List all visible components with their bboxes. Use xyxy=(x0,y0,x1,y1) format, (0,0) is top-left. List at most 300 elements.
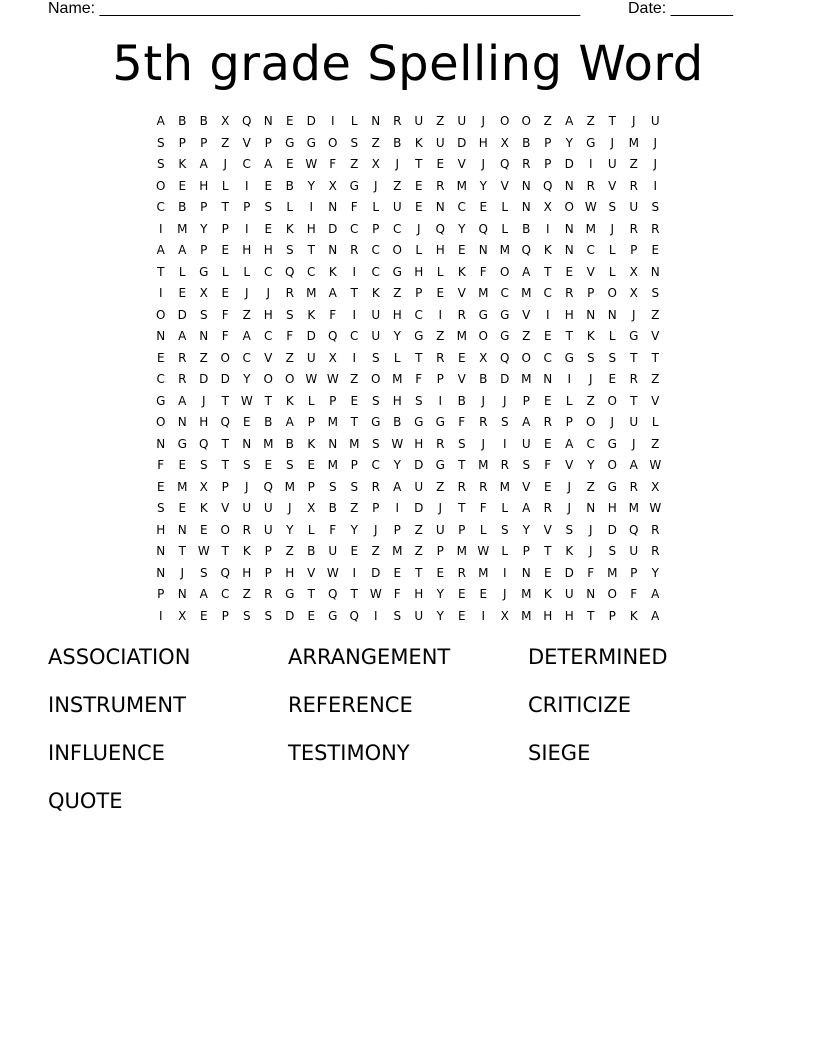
grid-letter: A xyxy=(178,243,187,257)
grid-letter: U xyxy=(414,479,424,494)
grid-letter: B xyxy=(522,135,531,150)
grid-letter: T xyxy=(544,264,552,279)
grid-letter: S xyxy=(371,393,380,408)
grid-letter: E xyxy=(242,415,251,429)
grid-letter: M xyxy=(521,587,532,601)
grid-letter: H xyxy=(263,243,273,257)
grid-letter: L xyxy=(178,264,186,279)
grid-letter: U xyxy=(242,501,252,515)
grid-letter: V xyxy=(651,393,660,408)
grid-letter: K xyxy=(543,243,552,257)
grid-letter: N xyxy=(328,243,338,257)
grid-letter: C xyxy=(371,458,380,472)
grid-row xyxy=(150,541,668,563)
header-line xyxy=(48,0,748,20)
grid-letter: H xyxy=(242,243,252,257)
grid-letter: B xyxy=(393,135,402,150)
grid-letter: L xyxy=(350,114,358,128)
grid-letter: W xyxy=(326,565,339,580)
grid-letter: M xyxy=(499,479,510,494)
grid-letter: G xyxy=(285,135,295,150)
grid-letter: S xyxy=(156,157,165,171)
grid-letter: R xyxy=(629,221,638,236)
grid-letter: M xyxy=(263,436,274,451)
grid-letter: T xyxy=(350,286,358,300)
grid-letter: X xyxy=(328,350,337,365)
grid-letter: Q xyxy=(521,243,531,257)
grid-letter: T xyxy=(350,415,358,429)
grid-letter: K xyxy=(307,307,316,322)
grid-letter: U xyxy=(263,501,273,515)
grid-letter: H xyxy=(392,393,402,408)
grid-letter: K xyxy=(242,544,251,558)
grid-letter: G xyxy=(156,393,166,408)
grid-letter: C xyxy=(371,264,380,279)
grid-letter: R xyxy=(500,458,509,472)
grid-letter: L xyxy=(501,501,509,515)
grid-letter: Q xyxy=(220,565,230,580)
grid-letter: E xyxy=(457,350,466,365)
grid-letter: P xyxy=(630,243,638,257)
grid-letter: X xyxy=(221,114,230,128)
grid-letter: G xyxy=(607,479,617,494)
grid-letter: Z xyxy=(651,436,660,451)
grid-letter: Y xyxy=(436,608,444,623)
word-list-item: INFLUENCE xyxy=(48,741,165,765)
grid-letter: E xyxy=(565,264,574,279)
grid-letter: X xyxy=(543,200,552,214)
grid-letter: J xyxy=(588,372,593,386)
grid-letter: B xyxy=(328,501,337,515)
grid-letter: I xyxy=(352,350,357,365)
grid-letter: O xyxy=(521,114,531,128)
grid-letter: R xyxy=(436,350,445,365)
grid-letter: Z xyxy=(436,329,445,343)
grid-letter: K xyxy=(565,544,574,558)
grid-letter: Z xyxy=(393,178,402,193)
grid-letter: M xyxy=(499,243,510,257)
grid-letter: C xyxy=(242,350,251,365)
grid-letter: R xyxy=(350,243,359,257)
grid-letter: E xyxy=(221,286,230,300)
grid-letter: M xyxy=(521,286,532,300)
grid-letter: A xyxy=(199,587,208,601)
grid-letter: P xyxy=(200,243,208,257)
grid-letter: Z xyxy=(543,114,552,128)
grid-letter: K xyxy=(285,393,294,408)
grid-letter: C xyxy=(221,587,230,601)
grid-letter: J xyxy=(416,221,421,236)
grid-letter: D xyxy=(414,458,424,472)
grid-letter: E xyxy=(457,587,466,601)
grid-letter: G xyxy=(435,458,445,472)
grid-letter: B xyxy=(264,415,273,429)
grid-letter: N xyxy=(586,501,596,515)
grid-letter: J xyxy=(481,393,486,408)
grid-letter: H xyxy=(414,436,424,451)
grid-letter: M xyxy=(521,372,532,386)
grid-letter: E xyxy=(350,544,359,558)
grid-letter: E xyxy=(457,243,466,257)
grid-letter: R xyxy=(651,221,660,236)
grid-letter: C xyxy=(414,307,423,322)
grid-row xyxy=(150,154,668,176)
grid-letter: T xyxy=(221,458,229,472)
grid-letter: R xyxy=(436,436,445,451)
grid-letter: P xyxy=(587,286,595,300)
grid-letter: B xyxy=(307,544,316,558)
grid-letter: I xyxy=(352,264,357,279)
grid-letter: N xyxy=(177,522,187,537)
grid-letter: A xyxy=(156,243,165,257)
grid-letter: R xyxy=(586,178,595,193)
grid-letter: X xyxy=(479,350,488,365)
grid-letter: Q xyxy=(543,178,553,193)
grid-letter: N xyxy=(156,544,166,558)
grid-row xyxy=(150,606,668,628)
grid-letter: I xyxy=(158,286,163,300)
grid-letter: T xyxy=(350,587,358,601)
grid-letter: N xyxy=(156,436,166,451)
grid-letter: U xyxy=(328,544,338,558)
grid-letter: Y xyxy=(393,458,401,472)
grid-letter: F xyxy=(479,501,487,515)
grid-letter: P xyxy=(436,544,444,558)
grid-letter: X xyxy=(307,501,316,515)
grid-letter: G xyxy=(371,415,381,429)
grid-letter: E xyxy=(156,350,165,365)
grid-letter: R xyxy=(543,501,552,515)
grid-letter: O xyxy=(521,350,531,365)
grid-letter: N xyxy=(564,178,574,193)
grid-letter: N xyxy=(564,221,574,236)
grid-row xyxy=(150,477,668,499)
grid-letter: O xyxy=(371,372,381,386)
grid-letter: D xyxy=(306,114,316,128)
grid-row xyxy=(150,176,668,198)
grid-letter: S xyxy=(371,436,380,451)
grid-letter: E xyxy=(543,393,552,408)
grid-letter: K xyxy=(178,157,187,171)
grid-letter: I xyxy=(502,565,507,580)
grid-letter: L xyxy=(221,178,229,193)
grid-letter: D xyxy=(564,157,574,171)
grid-letter: P xyxy=(630,565,638,580)
grid-letter: T xyxy=(307,587,315,601)
grid-letter: R xyxy=(651,544,660,558)
grid-letter: J xyxy=(588,522,593,537)
grid-letter: E xyxy=(264,458,273,472)
grid-letter: C xyxy=(264,264,273,279)
grid-letter: R xyxy=(436,178,445,193)
grid-letter: F xyxy=(329,307,337,322)
grid-letter: E xyxy=(199,608,208,623)
grid-letter: S xyxy=(156,501,165,515)
grid-letter: I xyxy=(309,200,314,214)
grid-letter: T xyxy=(307,243,315,257)
grid-letter: E xyxy=(543,565,552,580)
grid-letter: H xyxy=(564,307,574,322)
grid-letter: B xyxy=(285,178,294,193)
grid-letter: P xyxy=(243,200,251,214)
grid-letter: Q xyxy=(500,350,510,365)
grid-letter: J xyxy=(223,157,228,171)
grid-letter: J xyxy=(481,436,486,451)
grid-letter: O xyxy=(328,135,338,150)
grid-letter: U xyxy=(306,350,316,365)
grid-letter: Y xyxy=(307,178,315,193)
grid-letter: U xyxy=(435,522,445,537)
grid-letter: S xyxy=(242,458,251,472)
grid-letter: C xyxy=(371,243,380,257)
grid-letter: R xyxy=(629,479,638,494)
word-list xyxy=(48,641,768,833)
word-list-item: TESTIMONY xyxy=(288,741,410,765)
word-list-item: INSTRUMENT xyxy=(48,693,186,717)
grid-letter: W xyxy=(649,458,662,472)
grid-letter: Z xyxy=(242,587,251,601)
grid-letter: P xyxy=(178,135,186,150)
grid-row xyxy=(150,240,668,262)
grid-letter: Y xyxy=(651,565,659,580)
grid-letter: K xyxy=(586,329,595,343)
grid-row xyxy=(150,584,668,606)
grid-letter: T xyxy=(221,436,229,451)
grid-letter: K xyxy=(543,587,552,601)
word-list-item: REFERENCE xyxy=(288,693,413,717)
grid-letter: Z xyxy=(285,350,294,365)
grid-letter: Z xyxy=(522,329,531,343)
grid-letter: L xyxy=(651,415,659,429)
grid-letter: H xyxy=(414,587,424,601)
grid-letter: I xyxy=(373,608,378,623)
grid-letter: K xyxy=(199,501,208,515)
grid-letter: G xyxy=(306,135,316,150)
grid-letter: I xyxy=(502,436,507,451)
grid-letter: X xyxy=(500,135,509,150)
grid-letter: E xyxy=(393,565,402,580)
grid-letter: I xyxy=(244,178,249,193)
grid-letter: S xyxy=(586,350,595,365)
grid-letter: V xyxy=(264,350,273,365)
grid-letter: P xyxy=(436,372,444,386)
grid-letter: H xyxy=(285,565,295,580)
grid-letter: N xyxy=(177,415,187,429)
grid-letter: M xyxy=(478,286,489,300)
grid-letter: V xyxy=(565,458,574,472)
grid-letter: N xyxy=(586,307,596,322)
grid-letter: Z xyxy=(436,479,445,494)
grid-letter: A xyxy=(178,329,187,343)
grid-letter: A xyxy=(522,415,531,429)
grid-letter: S xyxy=(371,350,380,365)
grid-letter: T xyxy=(221,393,229,408)
grid-letter: S xyxy=(285,243,294,257)
grid-letter: E xyxy=(221,243,230,257)
grid-letter: J xyxy=(373,522,378,537)
grid-letter: M xyxy=(628,501,639,515)
grid-letter: W xyxy=(391,436,404,451)
grid-letter: N xyxy=(242,436,252,451)
grid-letter: B xyxy=(178,200,187,214)
grid-letter: S xyxy=(565,522,574,537)
letter-grid xyxy=(150,111,668,627)
grid-letter: O xyxy=(156,415,166,429)
grid-letter: T xyxy=(630,393,638,408)
grid-letter: R xyxy=(543,415,552,429)
grid-letter: L xyxy=(501,221,509,236)
grid-letter: U xyxy=(414,608,424,623)
grid-letter: P xyxy=(221,479,229,494)
grid-letter: R xyxy=(371,479,380,494)
grid-letter: J xyxy=(180,565,185,580)
grid-letter: U xyxy=(457,114,467,128)
grid-letter: O xyxy=(156,178,166,193)
grid-letter: E xyxy=(436,565,445,580)
grid-letter: E xyxy=(479,200,488,214)
grid-letter: M xyxy=(456,329,467,343)
grid-letter: J xyxy=(244,286,249,300)
grid-letter: S xyxy=(328,479,337,494)
grid-letter: I xyxy=(588,157,593,171)
grid-letter: U xyxy=(607,157,617,171)
grid-letter: L xyxy=(415,243,423,257)
grid-letter: A xyxy=(199,157,208,171)
grid-letter: U xyxy=(521,436,531,451)
grid-letter: L xyxy=(372,200,380,214)
grid-letter: F xyxy=(221,307,229,322)
grid-letter: L xyxy=(307,393,315,408)
grid-letter: S xyxy=(522,458,531,472)
grid-letter: U xyxy=(564,587,574,601)
grid-letter: E xyxy=(479,587,488,601)
grid-letter: S xyxy=(285,307,294,322)
grid-letter: S xyxy=(608,200,617,214)
grid-letter: Z xyxy=(586,479,595,494)
grid-letter: X xyxy=(371,157,380,171)
grid-letter: Y xyxy=(587,458,595,472)
grid-letter: W xyxy=(305,372,318,386)
grid-letter: J xyxy=(610,135,615,150)
grid-letter: L xyxy=(221,264,229,279)
grid-letter: U xyxy=(629,544,639,558)
grid-letter: V xyxy=(457,286,466,300)
grid-letter: V xyxy=(522,307,531,322)
grid-letter: A xyxy=(328,286,337,300)
grid-letter: O xyxy=(607,393,617,408)
grid-letter: E xyxy=(414,200,423,214)
grid-letter: A xyxy=(156,114,165,128)
grid-letter: G xyxy=(199,264,209,279)
grid-letter: D xyxy=(199,372,209,386)
grid-letter: Q xyxy=(220,415,230,429)
grid-letter: V xyxy=(586,264,595,279)
grid-letter: L xyxy=(608,264,616,279)
grid-letter: I xyxy=(352,307,357,322)
grid-letter: F xyxy=(393,587,401,601)
grid-letter: R xyxy=(629,178,638,193)
grid-letter: U xyxy=(629,415,639,429)
grid-letter: Z xyxy=(629,157,638,171)
word-list-item: CRITICIZE xyxy=(528,693,631,717)
grid-letter: P xyxy=(522,393,530,408)
grid-letter: Q xyxy=(263,479,273,494)
grid-letter: M xyxy=(392,544,403,558)
grid-letter: H xyxy=(435,243,445,257)
grid-letter: H xyxy=(543,608,553,623)
grid-letter: Q xyxy=(285,264,295,279)
grid-letter: H xyxy=(199,178,209,193)
grid-letter: W xyxy=(326,372,339,386)
grid-letter: E xyxy=(199,522,208,537)
grid-letter: P xyxy=(307,415,315,429)
grid-letter: J xyxy=(631,114,636,128)
grid-letter: E xyxy=(543,436,552,451)
grid-letter: T xyxy=(565,329,573,343)
grid-letter: A xyxy=(565,436,574,451)
grid-letter: N xyxy=(478,243,488,257)
grid-letter: N xyxy=(607,307,617,322)
grid-letter: G xyxy=(586,135,596,150)
grid-letter: M xyxy=(327,458,338,472)
grid-letter: U xyxy=(650,114,660,128)
grid-letter: H xyxy=(156,522,166,537)
grid-letter: P xyxy=(350,458,358,472)
grid-letter: F xyxy=(157,458,165,472)
grid-letter: V xyxy=(500,178,509,193)
grid-letter: M xyxy=(284,479,295,494)
grid-letter: M xyxy=(306,286,317,300)
word-list-item: DETERMINED xyxy=(528,645,668,669)
grid-letter: K xyxy=(371,286,380,300)
grid-letter: A xyxy=(565,114,574,128)
grid-letter: W xyxy=(197,544,210,558)
grid-letter: I xyxy=(653,178,658,193)
grid-letter: G xyxy=(500,329,510,343)
grid-letter: K xyxy=(307,436,316,451)
grid-letter: A xyxy=(242,329,251,343)
grid-letter: E xyxy=(178,286,187,300)
grid-letter: Q xyxy=(349,608,359,623)
grid-letter: E xyxy=(436,286,445,300)
grid-letter: S xyxy=(457,436,466,451)
grid-letter: O xyxy=(220,522,230,537)
grid-letter: J xyxy=(244,479,249,494)
grid-letter: T xyxy=(587,608,595,623)
grid-letter: F xyxy=(458,415,466,429)
grid-letter: F xyxy=(587,565,595,580)
grid-letter: J xyxy=(438,501,443,515)
grid-letter: A xyxy=(522,501,531,515)
grid-letter: T xyxy=(544,544,552,558)
grid-letter: I xyxy=(330,114,335,128)
grid-letter: E xyxy=(457,608,466,623)
grid-letter: Q xyxy=(629,522,639,537)
grid-letter: E xyxy=(264,221,273,236)
grid-letter: P xyxy=(415,286,423,300)
grid-letter: A xyxy=(178,393,187,408)
grid-letter: R xyxy=(565,286,574,300)
grid-letter: R xyxy=(479,415,488,429)
grid-letter: D xyxy=(220,372,230,386)
grid-letter: E xyxy=(651,243,660,257)
grid-letter: V xyxy=(242,135,251,150)
grid-letter: G xyxy=(392,264,402,279)
grid-letter: Z xyxy=(414,544,423,558)
grid-letter: L xyxy=(307,522,315,537)
grid-letter: U xyxy=(435,135,445,150)
grid-letter: H xyxy=(242,565,252,580)
